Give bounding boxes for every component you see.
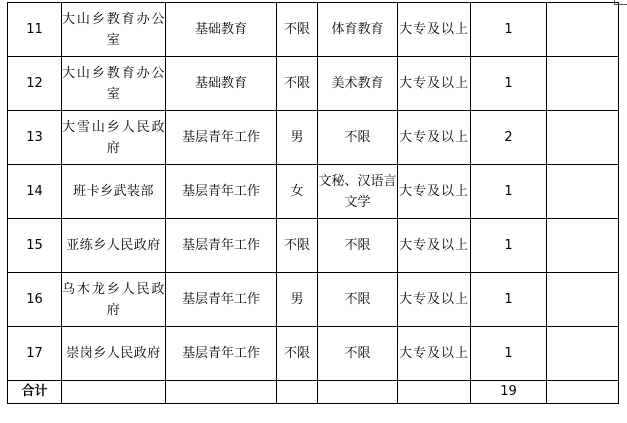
cell-count-text: 1 [504, 184, 513, 199]
cell-education [398, 273, 471, 327]
cell-unit [62, 327, 166, 381]
cell-major-text: 文秘、汉语言文学 [318, 173, 397, 210]
cell-empty [547, 3, 619, 57]
cell-category-text: 基础教育 [194, 76, 247, 91]
cell-number-text: 13 [26, 130, 43, 145]
cell-gender [277, 273, 318, 327]
cell-count [471, 111, 547, 165]
table-row [8, 57, 619, 111]
cell-number [8, 327, 62, 381]
cell-empty [398, 381, 471, 404]
total-label: 合计 [8, 381, 62, 404]
cell-empty [318, 381, 398, 404]
cell-number-text: 15 [26, 238, 43, 253]
cell-unit-text: 班卡乡武装部 [72, 184, 154, 199]
cell-major-text: 不限 [344, 346, 371, 361]
cell-count [471, 219, 547, 273]
cell-major [318, 111, 398, 165]
cell-number [8, 219, 62, 273]
table-row [8, 273, 619, 327]
cell-education [398, 57, 471, 111]
table-row [8, 165, 619, 219]
cell-category [166, 219, 277, 273]
cell-gender [277, 165, 318, 219]
cell-number-text: 16 [26, 292, 43, 307]
table-row [8, 219, 619, 273]
cell-number-text: 12 [26, 76, 43, 91]
cell-empty [62, 381, 166, 404]
cell-category-text: 基层青年工作 [181, 292, 260, 307]
cell-major-text: 美术教育 [331, 76, 384, 91]
cell-empty [547, 381, 619, 404]
cell-gender-text: 女 [290, 184, 304, 199]
cell-education-text: 大专及以上 [398, 184, 469, 199]
cell-category-text: 基层青年工作 [181, 346, 260, 361]
cell-empty [547, 165, 619, 219]
cell-unit [62, 273, 166, 327]
cell-category-text: 基层青年工作 [181, 238, 260, 253]
cell-category [166, 3, 277, 57]
cell-education [398, 327, 471, 381]
cell-empty [277, 381, 318, 404]
cell-empty [547, 273, 619, 327]
cell-unit-text: 大山乡教育办公室 [62, 11, 165, 48]
cell-unit [62, 3, 166, 57]
cell-number-text: 17 [26, 346, 43, 361]
cell-category [166, 111, 277, 165]
cell-education-text: 大专及以上 [398, 238, 469, 253]
cell-unit [62, 57, 166, 111]
cell-empty [166, 381, 277, 404]
cell-count-text: 1 [504, 238, 513, 253]
cell-count-text: 1 [504, 292, 513, 307]
table-row [8, 3, 619, 57]
cell-empty [547, 111, 619, 165]
cell-gender [277, 57, 318, 111]
cell-major [318, 165, 398, 219]
total-count: 19 [471, 381, 547, 404]
cell-major [318, 327, 398, 381]
cell-gender [277, 327, 318, 381]
cell-number [8, 273, 62, 327]
cell-education-text: 大专及以上 [398, 292, 469, 307]
cell-category [166, 327, 277, 381]
cell-gender-text: 不限 [283, 238, 310, 253]
cell-unit [62, 111, 166, 165]
cell-major [318, 3, 398, 57]
cell-major-text: 体育教育 [331, 22, 384, 37]
cell-gender-text: 男 [290, 292, 304, 307]
recruitment-table [7, 2, 619, 404]
table-row [8, 327, 619, 381]
cell-education [398, 3, 471, 57]
cell-unit [62, 165, 166, 219]
cell-number-text: 11 [26, 22, 43, 37]
cell-gender-text: 不限 [283, 22, 310, 37]
cell-count [471, 3, 547, 57]
cell-education-text: 大专及以上 [398, 130, 469, 145]
cell-count [471, 273, 547, 327]
cell-count [471, 165, 547, 219]
cell-number [8, 165, 62, 219]
table-row [8, 111, 619, 165]
cell-number [8, 57, 62, 111]
cell-count-text: 1 [504, 22, 513, 37]
cell-gender [277, 111, 318, 165]
cell-category [166, 165, 277, 219]
cell-count-text: 1 [504, 346, 513, 361]
cell-major-text: 不限 [344, 130, 371, 145]
cell-number [8, 111, 62, 165]
cell-category [166, 273, 277, 327]
cell-gender [277, 3, 318, 57]
cell-unit [62, 219, 166, 273]
cell-empty [547, 57, 619, 111]
cell-education [398, 219, 471, 273]
cell-category-text: 基层青年工作 [181, 184, 260, 199]
cell-count [471, 327, 547, 381]
cell-number-text: 14 [26, 184, 43, 199]
cell-education-text: 大专及以上 [398, 346, 469, 361]
cell-unit-text: 崇岗乡人民政府 [66, 346, 161, 361]
cell-major [318, 273, 398, 327]
cell-education [398, 165, 471, 219]
cell-gender [277, 219, 318, 273]
cell-number [8, 3, 62, 57]
cell-unit-text: 大山乡教育办公室 [62, 65, 165, 102]
cell-major-text: 不限 [344, 238, 371, 253]
cell-major-text: 不限 [344, 292, 371, 307]
cell-unit-text: 乌木龙乡人民政府 [62, 281, 165, 318]
cell-empty [547, 327, 619, 381]
total-row [8, 381, 619, 404]
cell-education [398, 111, 471, 165]
cell-category-text: 基层青年工作 [181, 130, 260, 145]
cell-gender-text: 不限 [283, 346, 310, 361]
cell-gender-text: 不限 [283, 76, 310, 91]
cell-education-text: 大专及以上 [398, 22, 469, 37]
cell-major [318, 219, 398, 273]
cell-major [318, 57, 398, 111]
cell-count-text: 1 [504, 76, 513, 91]
cell-gender-text: 男 [290, 130, 304, 145]
cell-category-text: 基础教育 [194, 22, 247, 37]
cell-education-text: 大专及以上 [398, 76, 469, 91]
cell-count-text: 2 [504, 130, 513, 145]
cell-empty [547, 219, 619, 273]
cell-count [471, 57, 547, 111]
table-body [8, 3, 619, 404]
cell-category [166, 57, 277, 111]
cell-unit-text: 大雪山乡人民政府 [62, 119, 165, 156]
cell-unit-text: 亚练乡人民政府 [66, 238, 161, 253]
